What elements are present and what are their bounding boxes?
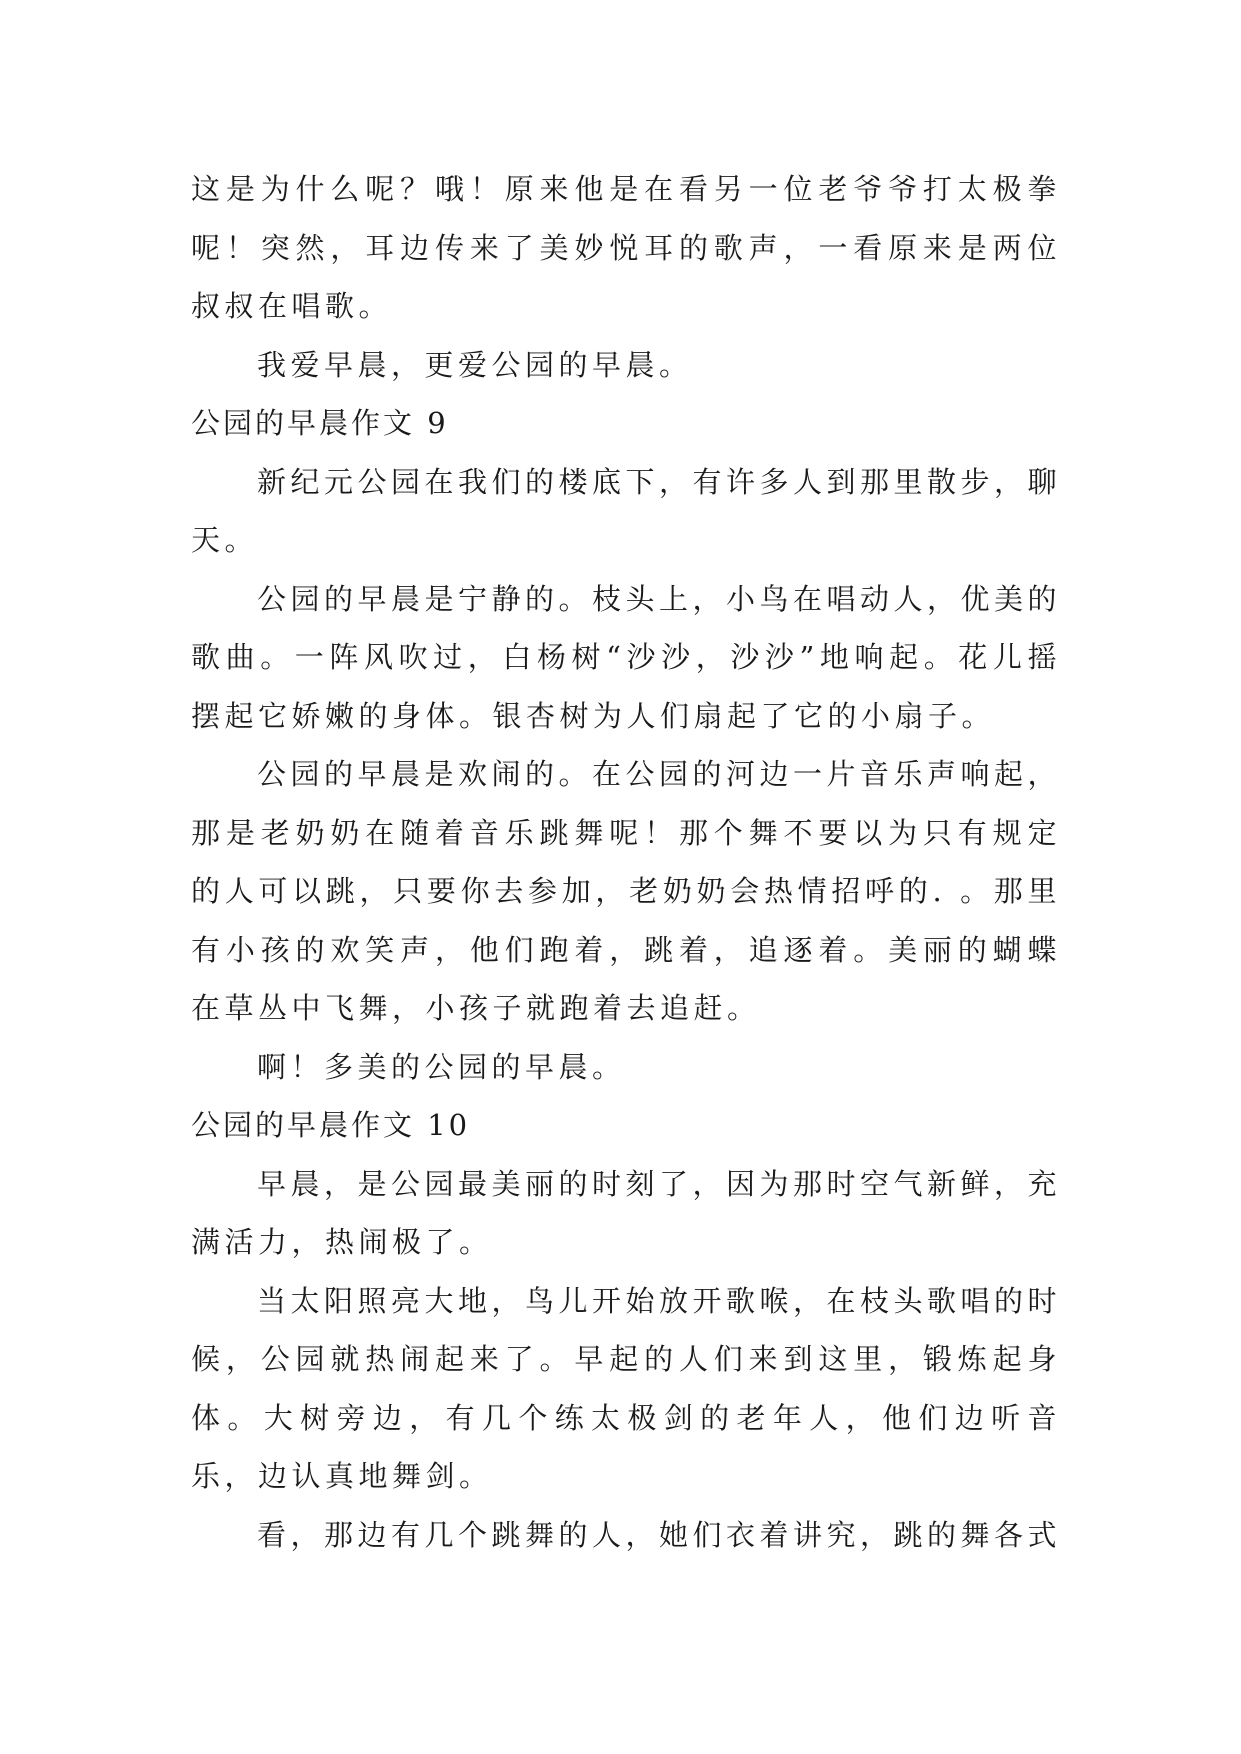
paragraph-dancers: 看，那边有几个跳舞的人，她们衣着讲究，跳的舞各式 (257, 1517, 1062, 1552)
essay-heading-9: 公园的早晨作文 9 (191, 406, 449, 440)
paragraph-new-era-park: 新纪元公园在我们的楼底下，有许多人到那里散步，聊天。 (191, 464, 1062, 557)
essay-heading-10: 公园的早晨作文 10 (191, 1108, 471, 1142)
paragraph-morning-fresh-air: 早晨，是公园最美丽的时刻了，因为那时空气新鲜，充满活力，热闹极了。 (191, 1166, 1062, 1259)
document-body (191, 160, 1061, 1564)
paragraph-intro: 这是为什么呢？哦！原来他是在看另一位老爷爷打太极拳呢！突然，耳边传来了美妙悦耳的歌声，一看原来是两位叔叔在唱歌。 (191, 172, 1061, 323)
paragraph-lively-morning: 公园的早晨是欢闹的。在公园的河边一片音乐声响起，那是老奶奶在随着音乐跳舞呢！那个舞不要以为只有规定的人可以跳，只要你去参加，老奶奶会热情招呼的. 。那里有小孩的欢笑声，他们跑着，跳着，追逐着。美丽的蝴蝶在草丛中飞舞，小孩子就跑着去追赶。 (191, 757, 1062, 1025)
paragraph-love-morning: 我爱早晨，更爱公园的早晨。 (257, 347, 693, 382)
paragraph-sunrise-exercise: 当太阳照亮大地，鸟儿开始放开歌喉，在枝头歌唱的时候，公园就热闹起来了。早起的人们来到这里，锻炼起身体。大树旁边，有几个练太极剑的老年人，他们边听音乐，边认真地舞剑。 (191, 1283, 1062, 1493)
paragraph-beautiful-morning: 啊！多美的公园的早晨。 (257, 1049, 626, 1084)
paragraph-quiet-morning: 公园的早晨是宁静的。枝头上，小鸟在唱动人，优美的歌曲。一阵风吹过，白杨树“沙沙，沙沙”地响起。花儿摇摆起它娇嫩的身体。银杏树为人们扇起了它的小扇子。 (191, 581, 1062, 733)
